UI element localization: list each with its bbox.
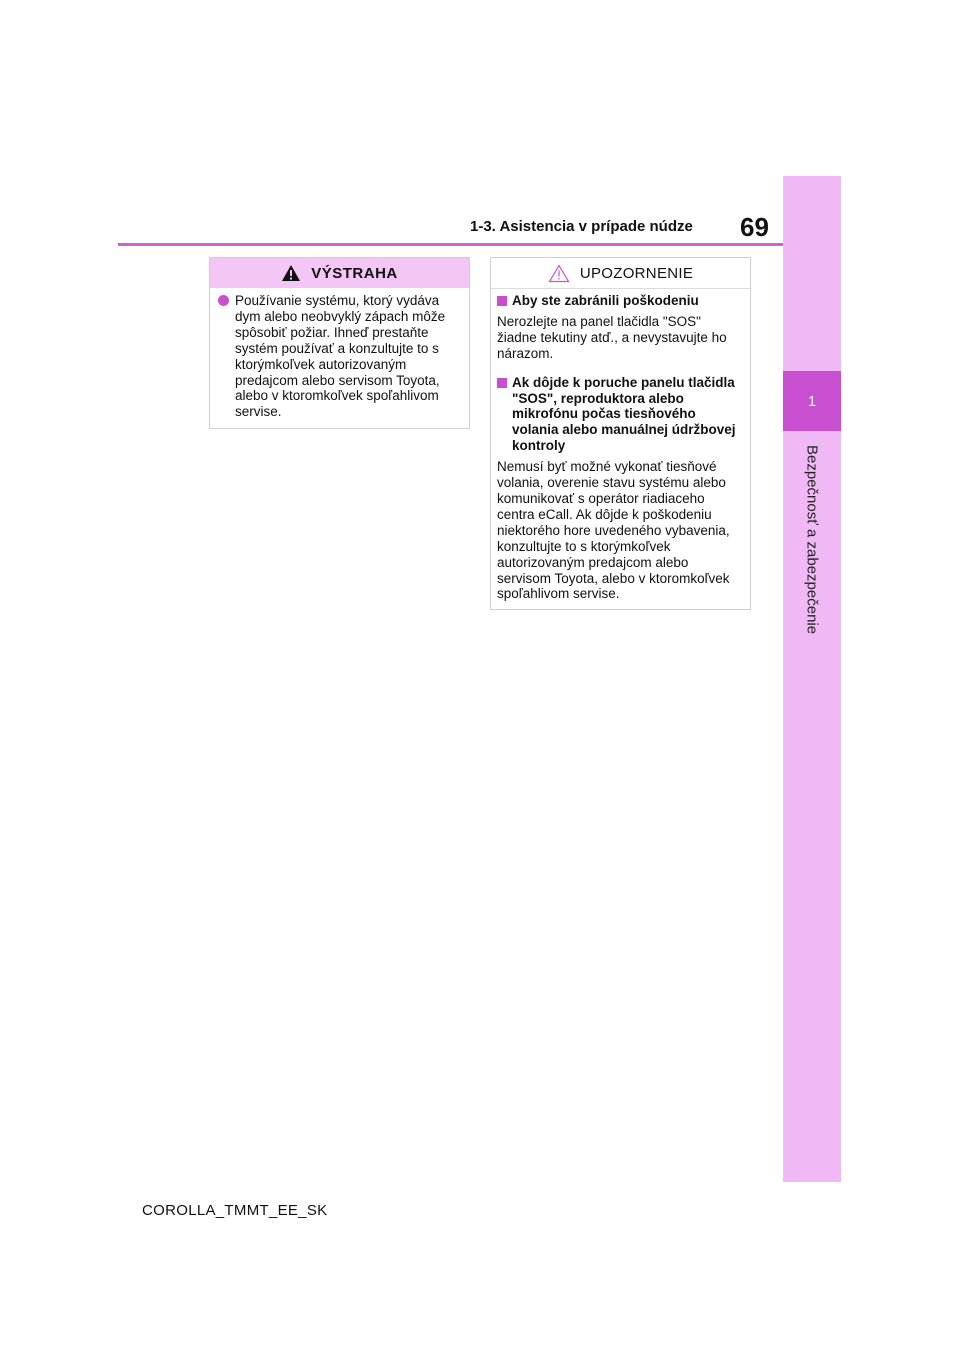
warning-item	[210, 288, 469, 420]
caution-section-2-title: Ak dôjde k poruche panelu tlačidla "SOS", reproduktora alebo mikrofónu počas tiesňového volania alebo manuálnej údržbovej kontroly	[512, 374, 736, 454]
document-code: COROLLA_TMMT_EE_SK	[142, 1202, 328, 1219]
bullet-square-icon	[497, 296, 507, 306]
caution-body	[491, 289, 750, 602]
chapter-side-tab	[783, 176, 841, 1182]
caution-section-2-text: Nemusí byť možné vykonať tiesňové volania, overenie stavu systému alebo komunikovať s operátor riadiaceho centra eCall. Ak dôjde k poškodeniu niektorého hore uvedeného vybavenia, konzultujte to s ktorýmkoľvek autorizovaným predajcom alebo servisom Toyota, alebo v ktoromkoľvek spoľahlivom servise.	[497, 459, 730, 602]
warning-title: VÝSTRAHA	[311, 264, 398, 282]
warning-header	[210, 258, 469, 288]
caution-section-1-text: Nerozlejte na panel tlačidla "SOS" žiadne tekutiny atď., a nevystavujte ho nárazom.	[497, 313, 727, 361]
chapter-title-vertical	[783, 440, 841, 640]
bullet-circle-icon	[218, 295, 229, 306]
page-number: 69	[740, 212, 769, 242]
bullet-square-icon	[497, 378, 507, 388]
caution-section-title	[497, 293, 744, 309]
chapter-number: 1	[807, 392, 817, 410]
warning-triangle-icon	[281, 264, 301, 282]
caution-header	[491, 258, 750, 289]
caution-box	[490, 257, 751, 610]
section-title: 1-3. Asistencia v prípade núdze	[470, 218, 693, 235]
warning-item-text: Používanie systému, ktorý vydáva dym alebo neobvyklý zápach môže spôsobiť požiar. Ihneď prestaňte systém používať a konzultujte to s ktorýmkoľvek autorizovaným predajcom alebo servisom Toyota, alebo v ktoromkoľvek spoľahlivom servise.	[235, 293, 446, 420]
warning-box	[209, 257, 470, 429]
chapter-title-text: Bezpečnosť a zabezpečenie	[803, 445, 821, 635]
caution-section-1-title: Aby ste zabránili poškodeniu	[512, 293, 699, 308]
caution-title: UPOZORNENIE	[579, 264, 694, 282]
header-divider	[118, 243, 783, 246]
caution-section-title	[497, 375, 744, 455]
caution-triangle-outline-icon	[548, 264, 570, 283]
